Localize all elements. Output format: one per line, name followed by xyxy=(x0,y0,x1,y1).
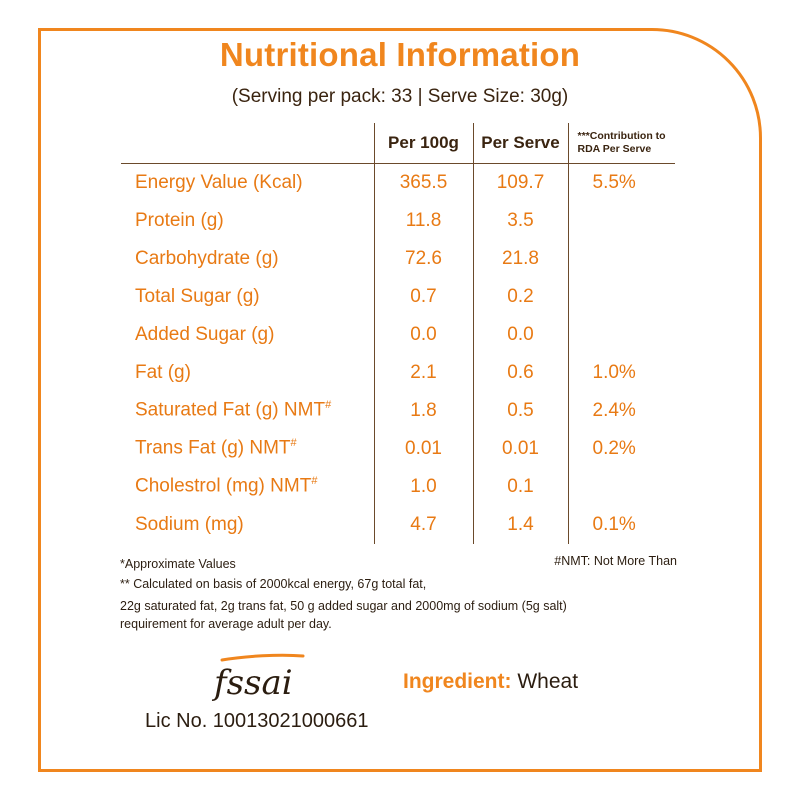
ingredient-value: Wheat xyxy=(511,670,579,693)
table-row xyxy=(121,164,675,202)
rda-value xyxy=(568,468,675,506)
per-serve-value: 0.5 xyxy=(473,392,568,430)
per-serve-value: 0.2 xyxy=(473,278,568,316)
nutrient-label: Saturated Fat (g) NMT# xyxy=(135,399,332,421)
note-calc-line-2: 22g saturated fat, 2g trans fat, 50 g added sugar and 2000mg of sodium (5g salt) xyxy=(120,599,567,613)
per-serve-value: 0.1 xyxy=(473,468,568,506)
per-100g-value: 11.8 xyxy=(374,202,473,240)
per-serve-value: 21.8 xyxy=(473,240,568,278)
nutrient-label: Fat (g) xyxy=(135,361,191,383)
rda-value xyxy=(568,202,675,240)
page-title: Nutritional Information xyxy=(219,36,581,73)
per-serve-value: 0.6 xyxy=(473,354,568,392)
nutrient-label: Cholestrol (mg) NMT# xyxy=(135,475,318,497)
table-row xyxy=(121,430,675,468)
rda-value xyxy=(568,316,675,354)
nutrient-label: Added Sugar (g) xyxy=(135,323,275,345)
fssai-logo-text: fssai xyxy=(214,663,293,703)
ingredient-line xyxy=(403,670,578,694)
fssai-license-number: Lic No. 10013021000661 xyxy=(145,710,369,732)
nutrition-table xyxy=(121,123,675,544)
ingredient-label: Ingredient: xyxy=(403,670,512,693)
serving-info: (Serving per pack: 33 | Serve Size: 30g) xyxy=(231,86,569,107)
table-row xyxy=(121,354,675,392)
note-nmt: #NMT: Not More Than xyxy=(554,554,677,568)
table-row xyxy=(121,316,675,354)
note-calc-line-3: requirement for average adult per day. xyxy=(120,617,332,631)
per-serve-value: 1.4 xyxy=(473,506,568,544)
nutrient-label: Energy Value (Kcal) xyxy=(121,164,374,202)
rda-value: 1.0% xyxy=(568,354,675,392)
note-calc-line-1: ** Calculated on basis of 2000kcal energy, 67g total fat, xyxy=(120,577,427,591)
table-row xyxy=(121,240,675,278)
table-row xyxy=(121,468,675,506)
per-100g-value: 4.7 xyxy=(374,506,473,544)
per-100g-value: 365.5 xyxy=(374,164,473,202)
note-approximate: *Approximate Values xyxy=(120,557,236,571)
per-100g-value: 0.0 xyxy=(374,316,473,354)
table-row xyxy=(121,392,675,430)
rda-value: 0.2% xyxy=(568,430,675,468)
table-header-row xyxy=(121,123,675,164)
nutrient-label: Protein (g) xyxy=(135,209,224,231)
nutrient-label: Sodium (mg) xyxy=(135,513,244,535)
per-100g-value: 0.7 xyxy=(374,278,473,316)
header-blank xyxy=(121,123,374,164)
rda-value xyxy=(568,240,675,278)
per-100g-value: 1.8 xyxy=(374,392,473,430)
per-100g-value: 0.01 xyxy=(374,430,473,468)
per-serve-value: 109.7 xyxy=(473,164,568,202)
per-serve-value: 3.5 xyxy=(473,202,568,240)
table-row xyxy=(121,506,675,544)
rda-value xyxy=(568,278,675,316)
per-100g-value: 72.6 xyxy=(374,240,473,278)
rda-value: 2.4% xyxy=(568,392,675,430)
rda-value: 0.1% xyxy=(568,506,675,544)
per-100g-value: 2.1 xyxy=(374,354,473,392)
nutrient-label: Trans Fat (g) NMT# xyxy=(135,437,297,459)
header-per-serve: Per Serve xyxy=(473,123,568,164)
nutrient-label: Total Sugar (g) xyxy=(135,285,260,307)
nutrient-label: Carbohydrate (g) xyxy=(135,247,279,269)
fssai-logo xyxy=(210,650,310,710)
per-serve-value: 0.0 xyxy=(473,316,568,354)
table-row xyxy=(121,278,675,316)
header-rda: ***Contribution to RDA Per Serve xyxy=(568,123,675,164)
rda-value: 5.5% xyxy=(568,164,675,202)
header-per-100g: Per 100g xyxy=(374,123,473,164)
per-serve-value: 0.01 xyxy=(473,430,568,468)
per-100g-value: 1.0 xyxy=(374,468,473,506)
table-row xyxy=(121,202,675,240)
